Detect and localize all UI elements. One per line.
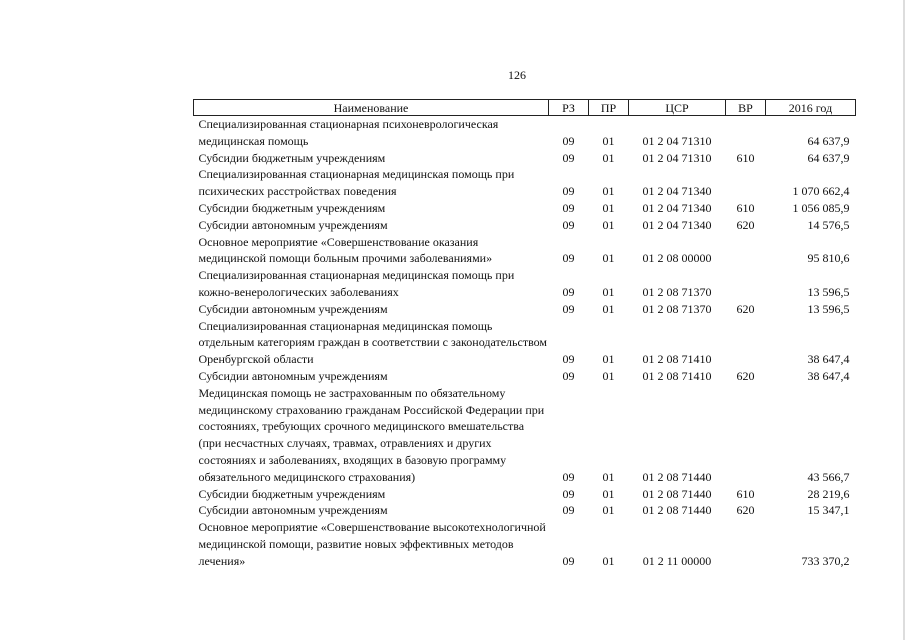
row-amount: 14 576,5 — [807, 217, 850, 232]
row-amount: 1 056 085,9 — [792, 200, 850, 215]
table-row — [194, 200, 856, 217]
table-row — [194, 234, 856, 268]
table-row — [194, 519, 856, 569]
table-row — [194, 166, 856, 200]
row-amount: 13 596,5 — [807, 284, 850, 299]
row-name: Основное мероприятие «Совершенствование высокотехнологичной медицинской помощи, развитие новых эффективных методов лечения» — [198, 520, 546, 568]
row-vr: 610 — [736, 200, 755, 215]
row-rz: 09 — [562, 301, 575, 316]
table-row — [194, 385, 856, 486]
row-name: Медицинская помощь не застрахованным по обязательному медицинскому страхованию гражданам Российской Федерации при состояниях, требующих срочного медицинского вмешательства (при несчастных случаях, травмах, отравлениях и других состояниях и заболеваниях, входящих в базовую программу обязательного медицинского страхования) — [198, 385, 545, 484]
table-row — [194, 116, 856, 150]
row-csr: 01 2 08 71410 — [642, 368, 712, 383]
row-rz: 09 — [562, 184, 575, 199]
row-rz: 09 — [562, 469, 575, 484]
row-vr: 620 — [736, 368, 755, 383]
row-name: Субсидии автономным учреждениям — [198, 503, 388, 518]
row-vr: 620 — [736, 301, 755, 316]
header-name: Наименование — [194, 100, 549, 116]
row-csr: 01 2 08 71370 — [642, 284, 712, 299]
row-pr: 01 — [602, 553, 615, 568]
row-name: Основное мероприятие «Совершенствование оказания медицинской помощи больным прочими заболеваниями» — [198, 234, 493, 266]
row-amount: 1 070 662,4 — [792, 184, 850, 199]
row-name: Субсидии автономным учреждениям — [198, 368, 388, 383]
row-pr: 01 — [602, 133, 615, 148]
row-csr: 01 2 08 71410 — [642, 352, 712, 367]
row-rz: 09 — [562, 284, 575, 299]
row-csr: 01 2 08 00000 — [642, 251, 712, 266]
row-csr: 01 2 11 00000 — [642, 553, 712, 568]
row-rz: 09 — [562, 503, 575, 518]
row-pr: 01 — [602, 352, 615, 367]
row-csr: 01 2 04 71310 — [642, 150, 712, 165]
table-row — [194, 502, 856, 519]
row-rz: 09 — [562, 251, 575, 266]
row-vr: 620 — [736, 217, 755, 232]
row-amount: 43 566,7 — [807, 469, 850, 484]
row-vr — [726, 166, 766, 200]
row-pr: 01 — [602, 184, 615, 199]
row-rz: 09 — [562, 217, 575, 232]
row-csr: 01 2 04 71340 — [642, 217, 712, 232]
row-vr — [726, 519, 766, 569]
row-vr — [726, 385, 766, 486]
row-vr — [726, 318, 766, 368]
row-vr — [726, 234, 766, 268]
row-name: Субсидии бюджетным учреждениям — [198, 486, 386, 501]
row-vr: 610 — [736, 486, 755, 501]
row-pr: 01 — [602, 251, 615, 266]
table-row — [194, 318, 856, 368]
header-year: 2016 год — [766, 100, 856, 116]
row-pr: 01 — [602, 284, 615, 299]
row-amount: 38 647,4 — [807, 352, 850, 367]
row-pr: 01 — [602, 469, 615, 484]
row-amount: 38 647,4 — [807, 368, 850, 383]
row-vr: 610 — [736, 150, 755, 165]
row-name: Субсидии бюджетным учреждениям — [198, 150, 386, 165]
row-amount: 28 219,6 — [807, 486, 850, 501]
row-rz: 09 — [562, 553, 575, 568]
row-csr: 01 2 04 71310 — [642, 133, 712, 148]
row-pr: 01 — [602, 217, 615, 232]
row-amount: 733 370,2 — [801, 553, 850, 568]
header-vr: ВР — [726, 100, 766, 116]
row-vr — [726, 267, 766, 301]
row-name: Субсидии автономным учреждениям — [198, 301, 388, 316]
row-rz: 09 — [562, 352, 575, 367]
table-header-row — [194, 100, 856, 116]
row-amount: 13 596,5 — [807, 301, 850, 316]
table-row — [194, 368, 856, 385]
row-pr: 01 — [602, 150, 615, 165]
row-name: Специализированная стационарная медицинская помощь при кожно-венерологических заболеваниях — [198, 268, 515, 299]
header-rz: РЗ — [549, 100, 589, 116]
row-rz: 09 — [562, 133, 575, 148]
row-pr: 01 — [602, 200, 615, 215]
row-name: Субсидии автономным учреждениям — [198, 217, 388, 232]
row-csr: 01 2 08 71370 — [642, 301, 712, 316]
row-csr: 01 2 08 71440 — [642, 486, 712, 501]
row-pr: 01 — [602, 503, 615, 518]
row-amount: 15 347,1 — [807, 503, 850, 518]
row-name: Специализированная стационарная медицинская помощь отдельным категориям граждан в соответствии с законодательством Оренбургской области — [198, 318, 548, 367]
row-csr: 01 2 04 71340 — [642, 184, 712, 199]
header-csr: ЦСР — [629, 100, 726, 116]
table-row — [194, 150, 856, 167]
row-rz: 09 — [562, 200, 575, 215]
row-csr: 01 2 08 71440 — [642, 503, 712, 518]
row-rz: 09 — [562, 368, 575, 383]
page-number: 126 — [508, 68, 526, 82]
row-name: Специализированная стационарная психоневрологическая медицинская помощь — [198, 117, 499, 148]
row-pr: 01 — [602, 486, 615, 501]
row-amount: 95 810,6 — [807, 251, 850, 266]
table-row — [194, 486, 856, 503]
row-vr: 620 — [736, 503, 755, 518]
row-rz: 09 — [562, 150, 575, 165]
budget-table — [193, 99, 856, 570]
row-csr: 01 2 04 71340 — [642, 200, 712, 215]
row-name: Субсидии бюджетным учреждениям — [198, 200, 386, 215]
row-rz: 09 — [562, 486, 575, 501]
row-amount: 64 637,9 — [807, 133, 850, 148]
row-pr: 01 — [602, 301, 615, 316]
table-row — [194, 267, 856, 301]
row-amount: 64 637,9 — [807, 150, 850, 165]
table-row — [194, 301, 856, 318]
row-vr — [726, 116, 766, 150]
row-name: Специализированная стационарная медицинская помощь при психических расстройствах поведения — [198, 167, 515, 199]
header-pr: ПР — [589, 100, 629, 116]
table-body — [194, 116, 856, 570]
table-row — [194, 217, 856, 234]
row-csr: 01 2 08 71440 — [642, 469, 712, 484]
row-pr: 01 — [602, 368, 615, 383]
